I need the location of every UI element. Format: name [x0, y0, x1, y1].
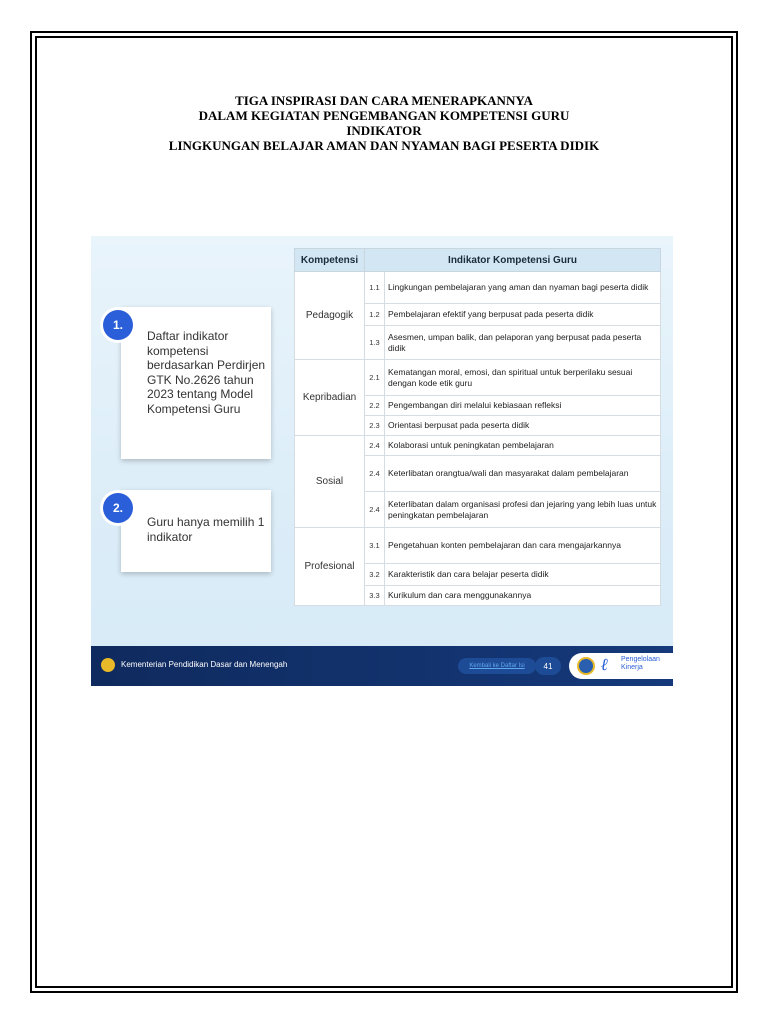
indicator-number: 1.3 [365, 326, 385, 360]
indicator-number: 2.4 [365, 456, 385, 492]
competency-pedagogik: Pedagogik [295, 272, 365, 360]
brand-line-2: Kinerja [621, 664, 643, 671]
indicator-text: Pengembangan diri melalui kebiasaan refleksi [385, 396, 661, 416]
competency-profesional: Profesional [295, 528, 365, 606]
indicator-text: Lingkungan pembelajaran yang aman dan nyaman bagi peserta didik [385, 272, 661, 304]
indicator-text: Kematangan moral, emosi, dan spiritual untuk berperilaku sesuai dengan kode etik guru [385, 360, 661, 396]
indicator-text: Kolaborasi untuk peningkatan pembelajaran [385, 436, 661, 456]
indicator-text: Asesmen, umpan balik, dan pelaporan yang berpusat pada peserta didik [385, 326, 661, 360]
indicator-number: 2.1 [365, 360, 385, 396]
brand-name [621, 656, 660, 672]
step-badge-1: 1. [103, 310, 133, 340]
table-header-row [295, 249, 661, 272]
competency-kepribadian: Kepribadian [295, 360, 365, 436]
info-card-1 [121, 307, 271, 459]
ministry-logo-icon [101, 658, 115, 672]
title-line-3: INDIKATOR [346, 123, 422, 138]
slide-footer [91, 646, 673, 686]
ministry-name: Kementerian Pendidikan Dasar dan Menengah [121, 660, 288, 669]
indicator-number: 2.4 [365, 492, 385, 528]
indicator-text: Keterlibatan orangtua/wali dan masyarakat dalam pembelajaran [385, 456, 661, 492]
indicator-number: 2.2 [365, 396, 385, 416]
title-line-4: LINGKUNGAN BELAJAR AMAN DAN NYAMAN BAGI PESERTA DIDIK [168, 138, 600, 153]
header-kompetensi: Kompetensi [295, 249, 365, 272]
indicator-text: Pengetahuan konten pembelajaran dan cara mengajarkannya [385, 528, 661, 564]
brand-line-1: Pengelolaan [621, 656, 660, 663]
slide-image [91, 236, 673, 686]
title-line-2: DALAM KEGIATAN PENGEMBANGAN KOMPETENSI GURU [198, 108, 570, 123]
competency-table [294, 248, 661, 606]
info-card-2 [121, 490, 271, 572]
step-badge-2: 2. [103, 493, 133, 523]
table-row [295, 528, 661, 564]
indicator-number: 2.3 [365, 416, 385, 436]
indicator-text: Kurikulum dan cara menggunakannya [385, 586, 661, 606]
indicator-number: 2.4 [365, 436, 385, 456]
page-number-badge: 41 [535, 657, 561, 675]
indicator-text: Keterlibatan dalam organisasi profesi dan jejaring yang lebih luas untuk peningkatan pembelajaran [385, 492, 661, 528]
table-row [295, 436, 661, 456]
pengelolaan-kinerja-logo-icon: ℓ [601, 655, 609, 675]
header-indikator: Indikator Kompetensi Guru [365, 249, 661, 272]
indicator-number: 3.3 [365, 586, 385, 606]
indicator-text: Pembelajaran efektif yang berpusat pada peserta didik [385, 304, 661, 326]
indicator-number: 3.1 [365, 528, 385, 564]
indicator-text: Karakteristik dan cara belajar peserta didik [385, 564, 661, 586]
indicator-number: 1.1 [365, 272, 385, 304]
competency-sosial: Sosial [295, 436, 365, 528]
indicator-number: 3.2 [365, 564, 385, 586]
indicator-text: Orientasi berpusat pada peserta didik [385, 416, 661, 436]
info-card-2-text: Guru hanya memilih 1 indikator [147, 515, 265, 544]
tut-wuri-emblem-icon [577, 657, 595, 675]
info-card-1-text: Daftar indikator kompetensi berdasarkan Perdirjen GTK No.2626 tahun 2023 tentang Model Kompetensi Guru [147, 329, 266, 416]
back-to-contents-link[interactable]: Kembali ke Daftar Isi [458, 658, 536, 674]
document-title [40, 93, 728, 153]
table-row [295, 272, 661, 304]
indicator-number: 1.2 [365, 304, 385, 326]
table-row [295, 360, 661, 396]
title-line-1: TIGA INSPIRASI DAN CARA MENERAPKANNYA [235, 93, 533, 108]
